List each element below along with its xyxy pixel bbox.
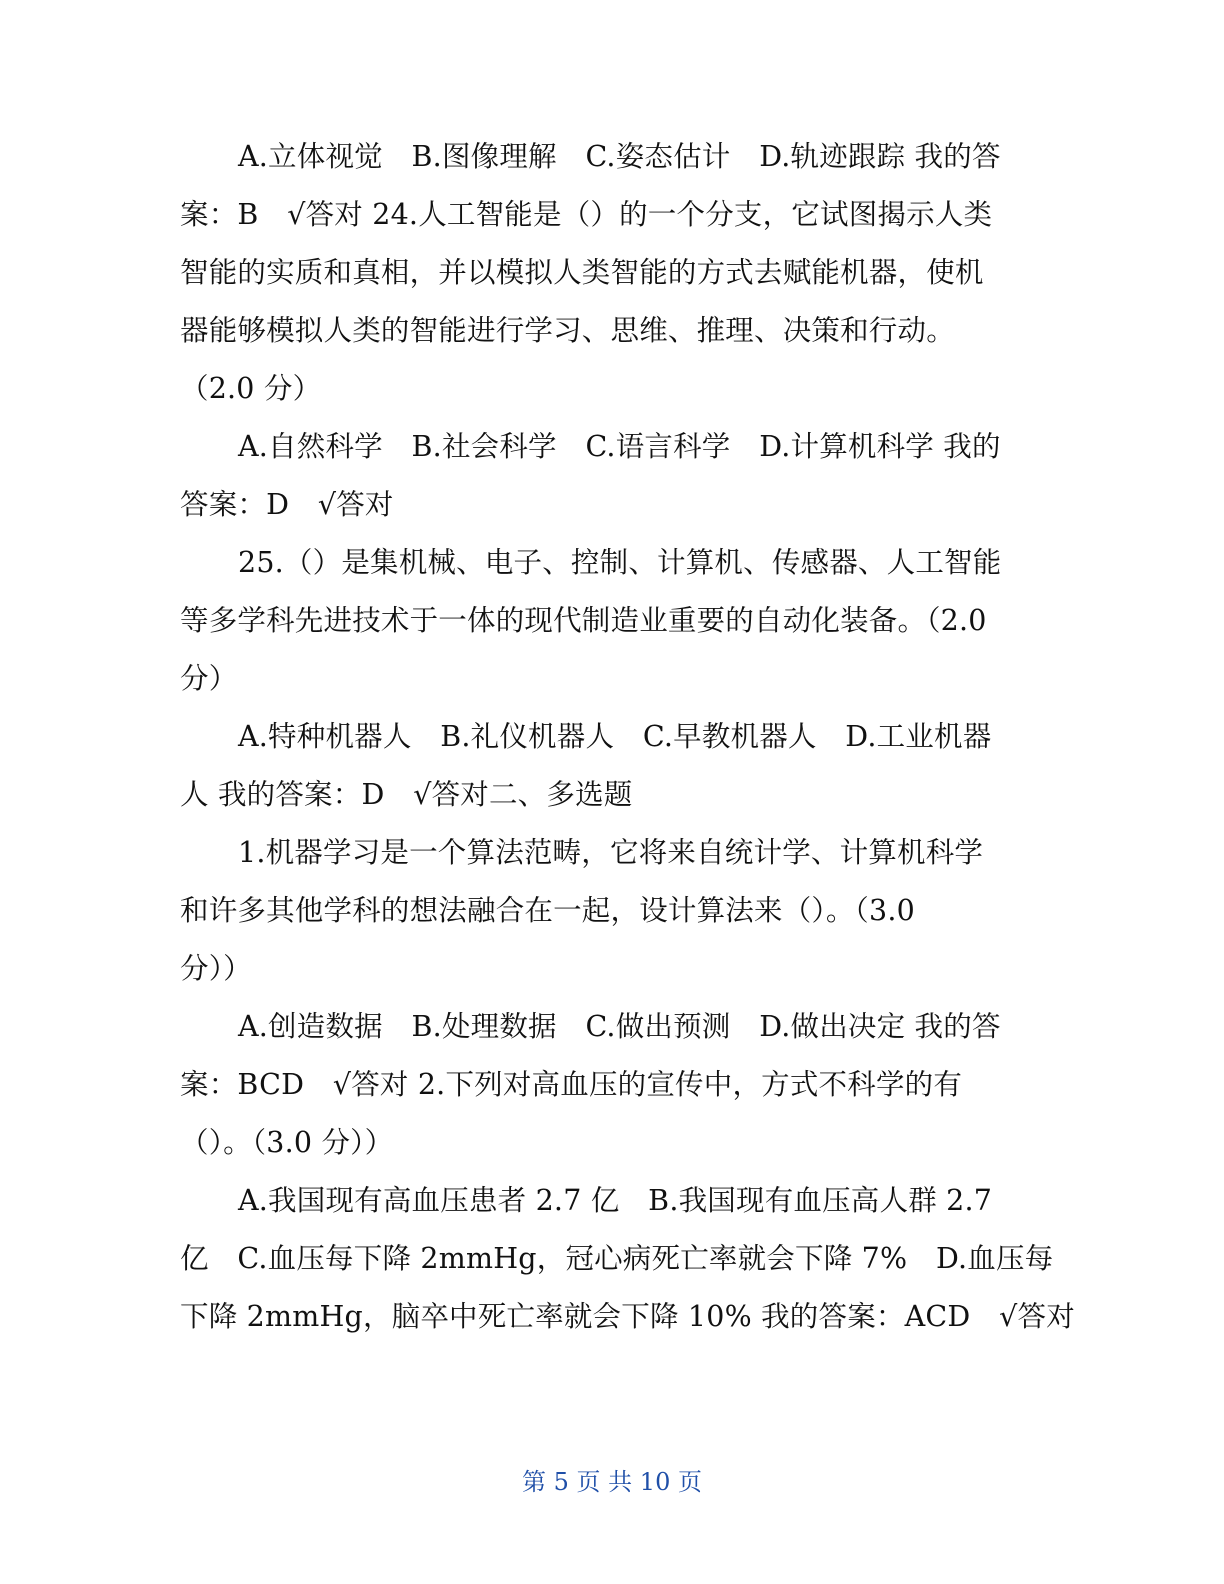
text-line: （）。（3.0 分）） <box>180 1126 394 1159</box>
text-line: A.特种机器人 B.礼仪机器人 C.早教机器人 D.工业机器 <box>238 720 992 753</box>
text-line: （2.0 分） <box>180 372 322 405</box>
text-line: 亿 C.血压每下降 2mmHg，冠心病死亡率就会下降 7% D.血压每 <box>180 1242 1054 1275</box>
text-line: 1.机器学习是一个算法范畴，它将来自统计学、计算机科学 <box>238 836 984 869</box>
text-line: 25.（）是集机械、电子、控制、计算机、传感器、人工智能 <box>238 546 1002 579</box>
text-line: 智能的实质和真相，并以模拟人类智能的方式去赋能机器，使机 <box>180 256 984 289</box>
text-line: A.创造数据 B.处理数据 C.做出预测 D.做出决定 我的答 <box>238 1010 1001 1043</box>
text-line: 器能够模拟人类的智能进行学习、思维、推理、决策和行动。 <box>180 314 955 347</box>
text-line: 分）） <box>180 952 252 985</box>
text-line: A.我国现有高血压患者 2.7 亿 B.我国现有血压高人群 2.7 <box>238 1184 993 1217</box>
text-line: 案：B √答对 24.人工智能是（）的一个分支，它试图揭示人类 <box>180 198 993 231</box>
text-line: 案：BCD √答对 2.下列对高血压的宣传中，方式不科学的有 <box>180 1068 963 1101</box>
text-line: 分） <box>180 662 238 695</box>
text-line: A.立体视觉 B.图像理解 C.姿态估计 D.轨迹跟踪 我的答 <box>238 140 1001 173</box>
text-line: A.自然科学 B.社会科学 C.语言科学 D.计算机科学 我的 <box>238 430 1001 463</box>
text-line: 答案：D √答对 <box>180 488 394 521</box>
text-line: 等多学科先进技术于一体的现代制造业重要的自动化装备。（2.0 <box>180 604 987 637</box>
text-line: 和许多其他学科的想法融合在一起，设计算法来（）。（3.0 <box>180 894 915 927</box>
text-line: 下降 2mmHg，脑卒中死亡率就会下降 10% 我的答案：ACD √答对 <box>180 1300 1075 1333</box>
page-footer: 第 5 页 共 10 页 <box>522 1468 702 1496</box>
text-line: 人 我的答案：D √答对二、多选题 <box>180 778 633 811</box>
document-body <box>180 128 1075 1346</box>
